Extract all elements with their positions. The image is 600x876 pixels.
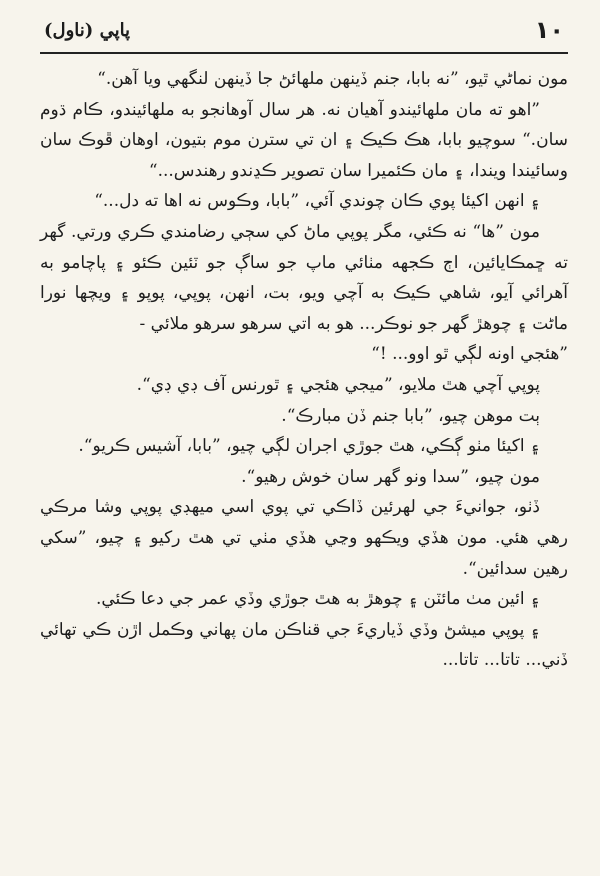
paragraph: مون ”ها“ نه ڪئي، مگر پوپي ماڻ کي سڄي رضامندي ڪري ورتي. گهر ته ڇمڪايائين، اڄ ڪجهه مٺائي ماپ جو ساڳ جو ٽئين ڪئو ۽ پاچامو به آهرائي آيو، شاهي ڪيڪ به آچي ويو، بت، انهن، پوپي، پوپو ۽ ويچها نورا ماڻت ۽ چوهڙ گهر جو نوڪر... هو به اتي سرهو سرهو ملائي - <box>40 221 568 334</box>
paragraph: ”هئجي اونه لڳي ٿو اوو... !“ <box>371 344 568 365</box>
header-rule <box>40 52 568 54</box>
paragraph: ٻت موهن چيو، ”بابا جنم ڏن مبارڪ“. <box>281 405 540 426</box>
paragraph: ۽ ائين مٺ مائٽن ۽ چوهڙ به هٿ جوڙي وڏي عمر جي دعا ڪئي. <box>95 589 540 610</box>
paragraph: مون چيو، ”سدا ونو گهر سان خوش رهيو“. <box>241 466 540 487</box>
paragraph: مون نماڻي ٿيو، ”نه بابا، جنم ڏينهن ملهائڻ جا ڏينهن لنگهي ويا آهن.“ <box>97 69 568 89</box>
page-body <box>40 64 568 676</box>
running-title: پاپي (ناول) <box>44 20 131 41</box>
paragraph: ۽ اکيئا مٺو ڳڪي، هٿ جوڙي اجران لڳي چيو، ”بابا، آشيس ڪريو“. <box>78 436 540 457</box>
paragraph: ۽ انهن اکيئا پوي ڪان چوندي آئي، ”بابا، وڪوس نه اها ته دل...“ <box>94 191 540 212</box>
paragraph: ڏٺو، جوانيءَ جي لهرئين ڏاڪي تي پوي اسي ميهڊي پوپي وشا مرڪي رهي هئي. مون هڏي ويڪهو وڃي هڏي مٺي تي هٿ رکيو ۽ چيو، ”سکي رهين سدائين“. <box>40 497 568 579</box>
paragraph: ۽ پوپي ميشڻ وڏي ڏياريءَ جي قناڪن مان پهاني وڪمل اڙن ڪي تهائي ڏني... تاتا... تاتا... <box>40 619 568 671</box>
paragraph: پوپي آچي هٿ ملايو، ”ميجي هئجي ۽ ٿورنس آف ڊي ڊي“. <box>136 374 540 395</box>
page-header <box>40 14 568 48</box>
paragraph: ”اهو ته مان ملهائيندو آهيان نه. هر سال آوهانجو به ملهائيندو، ڪام ڌوم سان.“ سوچيو بابا، هڪ ڪيڪ ۽ ان تي سترن موم بتيون، اوهان ڦوڪ سان وسائيندا ويندا، ۽ مان ڪئميرا سان تصوير ڪڍندو رهندس...“ <box>40 99 568 181</box>
page-number: ١٠ <box>534 16 564 44</box>
